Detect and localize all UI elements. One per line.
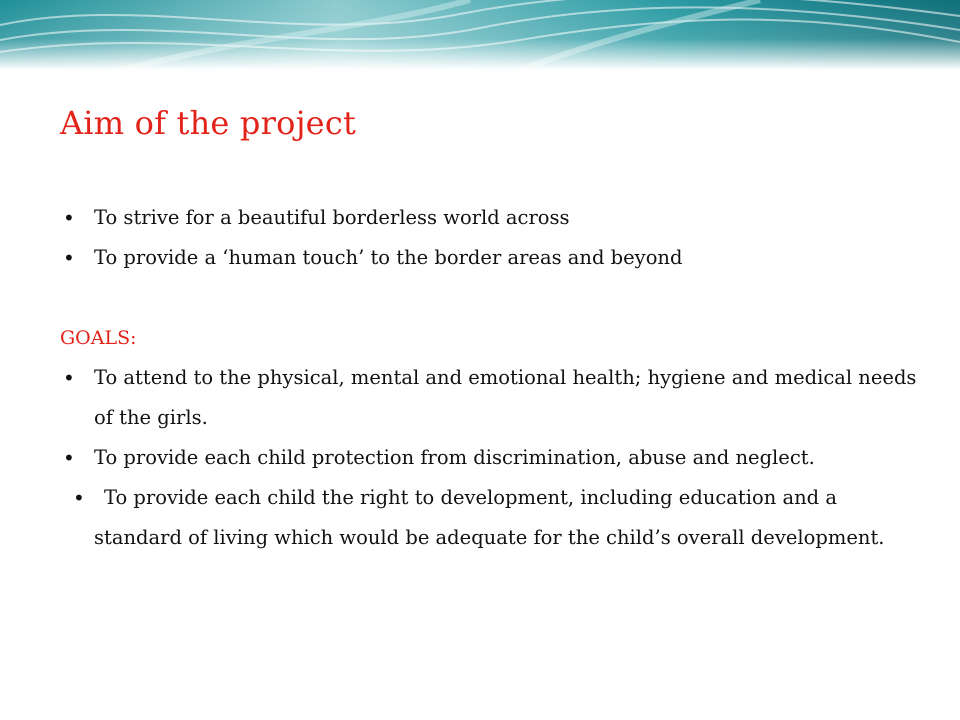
goals-list <box>60 358 920 558</box>
goal-item: • To provide each child protection from discrimination, abuse and neglect. <box>60 438 920 478</box>
aim-item: • To provide a ‘human touch’ to the border areas and beyond <box>60 238 920 278</box>
aims-list <box>60 198 920 278</box>
slide-title: Aim of the project <box>60 104 357 142</box>
goals-label: GOALS: <box>60 327 137 349</box>
goal-item: • To attend to the physical, mental and emotional health; hygiene and medical needs of the girls. <box>60 358 920 438</box>
decorative-wave-banner <box>0 0 960 70</box>
aim-item: • To strive for a beautiful borderless world across <box>60 198 920 238</box>
goal-item: • To provide each child the right to development, including education and a standard of living which would be adequate for the child’s overall development. <box>60 478 920 558</box>
slide-body <box>60 198 920 558</box>
